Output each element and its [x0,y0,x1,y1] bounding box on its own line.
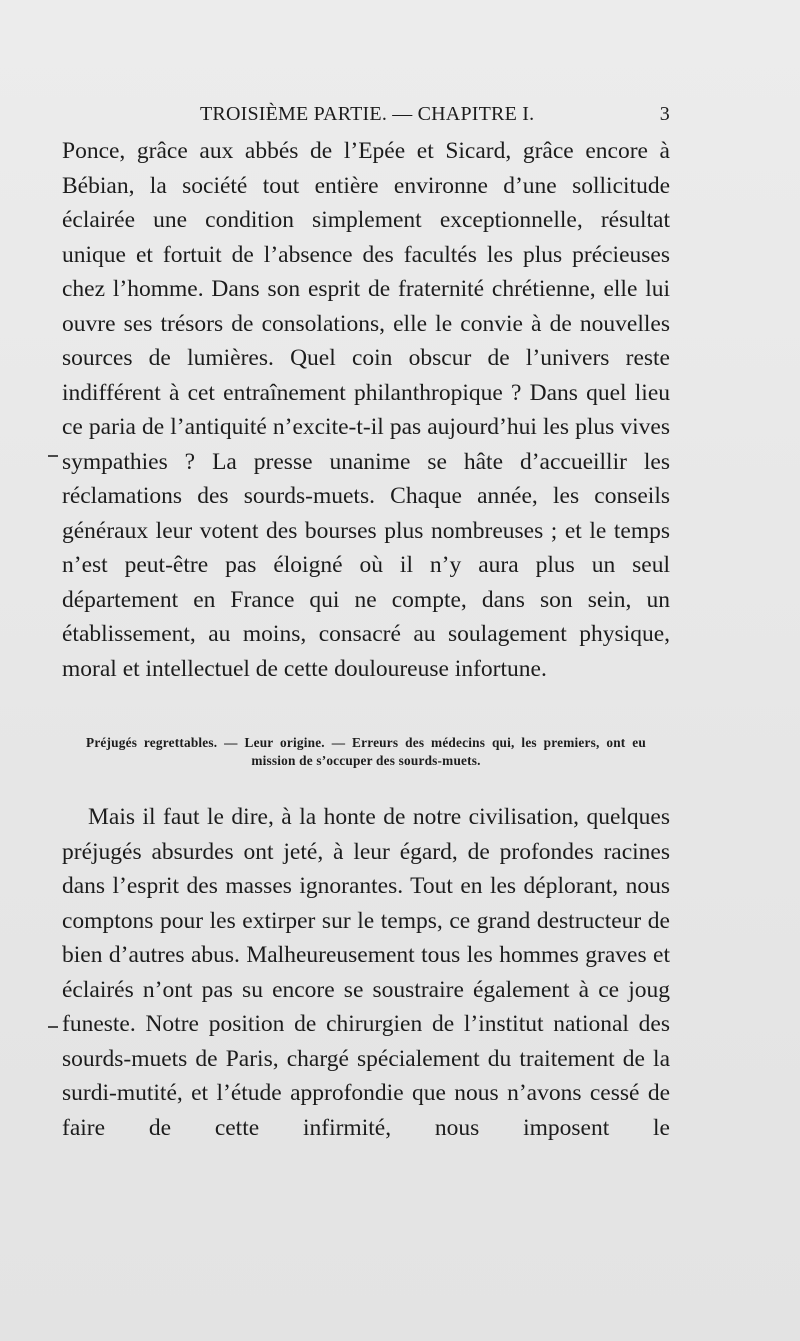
paragraph-1: Ponce, grâce aux abbés de l’Epée et Sicard, grâce encore à Bébian, la société tout entière environne d’une sollicitude éclairée une condition simplement exceptionnelle, résultat unique et fortuit de l’absence des facultés les plus précieuses chez l’homme. Dans son esprit de fraternité chrétienne, elle lui ouvre ses trésors de consolations, elle le convie à de nouvelles sources de lumières. Quel coin obscur de l’univers reste indifférent à cet entraînement philanthropique ? Dans quel lieu ce paria de l’antiquité n’excite-t-il pas aujourd’hui les plus vives sympathies ? La presse unanime se hâte d’accueillir les réclamations des sourds-muets. Chaque année, les conseils généraux leur votent des bourses plus nombreuses ; et le temps n’est peut-être pas éloigné où il n’y aura plus un seul département en France qui ne compte, dans son sein, un établissement, au moins, consacré au soulagement physique, moral et intellectuel de cette douloureuse infortune. [62,138,670,682]
paragraph-2: Mais il faut le dire, à la honte de notre civilisation, quelques préjugés absurdes ont jeté, à leur égard, de profondes racines dans l’esprit des masses ignorantes. Tout en les déplorant, nous comptons pour les extirper sur le temps, ce grand destructeur de bien d’autres abus. Malheureusement tous les hommes graves et éclairés n’ont pas su encore se soustraire également à ce joug funeste. Notre position de chirurgien de l’institut national des sourds-muets de Paris, chargé spécialement du traitement de la surdi-mutité, et l’étude approfondie que nous n’avons cessé de faire de cette infirmité, nous imposent le [62,804,670,1141]
margin-mark [48,455,58,457]
running-title: TROISIÈME PARTIE. — CHAPITRE I. [200,103,535,125]
section-summary: Préjugés regrettables. — Leur origine. — Erreurs des médecins qui, les premiers, ont eu mission de s’occuper des sourds-muets. [86,735,646,768]
margin-mark [48,1026,58,1028]
running-header [62,103,670,129]
page-number: 3 [659,103,670,125]
